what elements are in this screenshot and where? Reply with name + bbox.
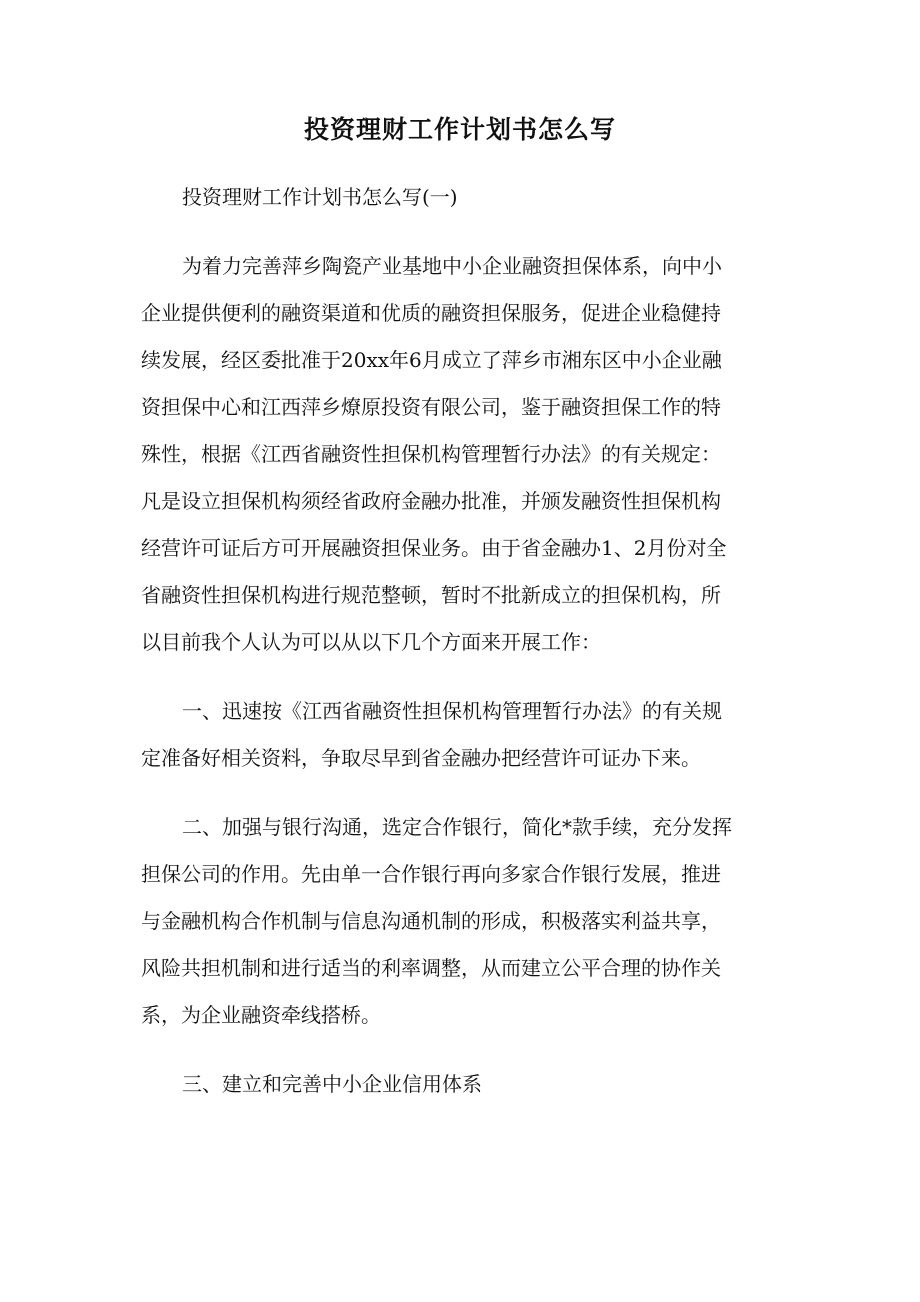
paragraph-line: 一、迅速按《江西省融资性担保机构管理暂行办法》的有关规 (182, 699, 722, 723)
paragraph-line: 风险共担机制和进行适当的利率调整，从而建立公平合理的协作关 (141, 956, 721, 980)
paragraph-line: 资担保中心和江西萍乡燎原投资有限公司，鉴于融资担保工作的特 (141, 395, 721, 419)
paragraph-line: 经营许可证后方可开展融资担保业务。由于省金融办1、2月份对全 (141, 536, 727, 560)
paragraph-line: 为着力完善萍乡陶瓷产业基地中小企业融资担保体系，向中小 (182, 254, 722, 278)
subtitle-paragraph (141, 174, 781, 221)
paragraph-line: 续发展，经区委批准于20xx年6月成立了萍乡市湘东区中小企业融 (141, 348, 722, 372)
paragraph-line: 三、建立和完善中小企业信用体系 (182, 1072, 482, 1096)
paragraph-line: 与金融机构合作机制与信息沟通机制的形成，积极落实利益共享， (141, 909, 721, 933)
point-one-paragraph (141, 688, 781, 782)
document-body (141, 174, 781, 1108)
paragraph-line: 凡是设立担保机构须经省政府金融办批准，并颁发融资性担保机构 (141, 489, 721, 513)
paragraph-line: 系，为企业融资牵线搭桥。 (141, 1003, 381, 1027)
paragraph-line: 担保公司的作用。先由单一合作银行再向多家合作银行发展，推进 (141, 862, 721, 886)
point-two-paragraph (141, 804, 781, 1039)
paragraph-line: 投资理财工作计划书怎么写(一) (182, 185, 458, 209)
paragraph-line: 省融资性担保机构进行规范整顿，暂时不批新成立的担保机构，所 (141, 583, 721, 607)
document-title: 投资理财工作计划书怎么写 (303, 115, 616, 144)
intro-paragraph (141, 243, 781, 666)
paragraph-line: 二、加强与银行沟通，选定合作银行，简化*款手续，充分发挥 (182, 815, 732, 839)
point-three-paragraph (141, 1061, 781, 1108)
paragraph-line: 殊性，根据《江西省融资性担保机构管理暂行办法》的有关规定： (141, 442, 721, 466)
paragraph-line: 定准备好相关资料，争取尽早到省金融办把经营许可证办下来。 (141, 746, 701, 770)
paragraph-line: 以目前我个人认为可以从以下几个方面来开展工作： (141, 630, 601, 654)
paragraph-line: 企业提供便利的融资渠道和优质的融资担保服务，促进企业稳健持 (141, 301, 721, 325)
